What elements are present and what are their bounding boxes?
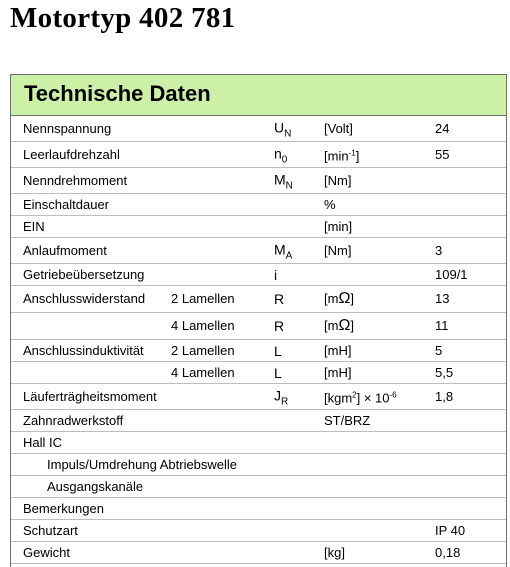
technical-data-table xyxy=(10,74,507,567)
row-label: Einschaltdauer xyxy=(23,196,109,212)
unit-text: [min xyxy=(324,148,349,164)
row-value: 5 xyxy=(435,342,443,358)
table-row xyxy=(11,384,506,410)
table-row xyxy=(11,520,506,542)
row-unit xyxy=(324,291,354,307)
symbol-main: M xyxy=(274,241,286,257)
row-label: Schutzart xyxy=(23,522,78,538)
row-symbol xyxy=(274,145,287,164)
table-row xyxy=(11,432,506,454)
row-value: IP 40 xyxy=(435,522,466,538)
table-row xyxy=(11,476,506,498)
row-unit: [mH] xyxy=(324,364,352,380)
row-value: 24 xyxy=(435,120,450,136)
symbol-subscript: N xyxy=(285,180,293,191)
symbol-main: U xyxy=(274,119,285,135)
row-sublabel: 2 Lamellen xyxy=(171,291,235,306)
table-row xyxy=(11,454,506,476)
unit-omega: Ω xyxy=(338,317,351,334)
row-unit: [Nm] xyxy=(324,172,352,188)
row-value: 55 xyxy=(435,146,450,162)
row-unit: [Nm] xyxy=(324,242,352,258)
unit-omega: Ω xyxy=(338,290,351,307)
row-symbol xyxy=(274,387,288,406)
symbol-main: J xyxy=(274,387,281,403)
row-label: Getriebeübersetzung xyxy=(23,266,145,282)
table-row xyxy=(11,410,506,432)
row-symbol xyxy=(274,241,292,260)
row-unit xyxy=(324,318,354,334)
row-symbol xyxy=(274,343,282,359)
table-row xyxy=(11,264,506,286)
row-sublabel: 4 Lamellen xyxy=(171,318,235,333)
unit-text: ] xyxy=(350,318,355,333)
row-value: 3 xyxy=(435,242,443,258)
unit-text: ] × 10 xyxy=(356,390,390,406)
row-label: EIN xyxy=(23,218,45,234)
row-symbol xyxy=(274,291,284,307)
symbol-subscript: R xyxy=(281,396,289,407)
row-unit: [Volt] xyxy=(324,120,353,136)
row-unit: % xyxy=(324,196,336,212)
row-sublabel: 4 Lamellen xyxy=(171,364,235,380)
symbol-main: i xyxy=(274,266,278,283)
symbol-subscript: A xyxy=(285,250,293,261)
unit-superscript: 2 xyxy=(352,389,357,399)
row-value: 0,18 xyxy=(435,544,461,560)
unit-text: ] xyxy=(350,291,355,306)
table-row xyxy=(11,362,506,384)
symbol-main: M xyxy=(274,171,286,187)
row-value: 109/1 xyxy=(435,266,468,282)
unit-superscript: -1 xyxy=(348,147,356,157)
row-label: Nenndrehmoment xyxy=(23,172,128,188)
page-title: Motortyp 402 781 xyxy=(10,2,236,34)
table-row xyxy=(11,168,506,194)
symbol-subscript: N xyxy=(284,128,292,139)
table-row xyxy=(11,194,506,216)
row-value: 13 xyxy=(435,291,450,306)
unit-text: [kgm xyxy=(324,390,353,406)
row-symbol xyxy=(274,119,291,138)
table-row xyxy=(11,238,506,264)
unit-text: [m xyxy=(324,318,339,333)
row-label: Zahnradwerkstoff xyxy=(23,412,124,428)
unit-text: [m xyxy=(324,291,339,306)
symbol-main: L xyxy=(274,342,282,359)
symbol-main: R xyxy=(274,291,285,307)
row-label: Nennspannung xyxy=(23,120,112,136)
row-symbol xyxy=(274,171,293,190)
row-label: Anschlussinduktivität xyxy=(23,342,144,358)
symbol-main: n xyxy=(274,145,282,161)
symbol-main: R xyxy=(274,318,285,334)
row-value: 11 xyxy=(435,318,449,333)
row-label: Bemerkungen xyxy=(23,500,104,516)
row-sublabel: 2 Lamellen xyxy=(171,342,235,358)
row-label: Leerlaufdrehzahl xyxy=(23,146,120,162)
row-label: Anschlusswiderstand xyxy=(23,291,146,306)
symbol-main: L xyxy=(274,364,282,381)
table-row xyxy=(11,142,506,168)
table-header xyxy=(11,75,506,116)
row-label: Impuls/Umdrehung Abtriebswelle xyxy=(47,456,238,472)
table-row xyxy=(11,542,506,564)
row-symbol xyxy=(274,267,277,283)
row-unit: ST/BRZ xyxy=(324,412,371,428)
row-label: Anlaufmoment xyxy=(23,242,107,258)
row-unit xyxy=(324,387,397,406)
table-row xyxy=(11,116,506,142)
row-value: 1,8 xyxy=(435,388,454,404)
row-label: Ausgangskanäle xyxy=(47,478,144,494)
row-unit: [mH] xyxy=(324,342,352,358)
table-row xyxy=(11,313,506,340)
symbol-subscript: 0 xyxy=(281,154,288,165)
unit-text: ] xyxy=(355,148,360,164)
row-label: Läuferträgheitsmoment xyxy=(23,388,157,404)
table-row xyxy=(11,286,506,313)
row-label: Gewicht xyxy=(23,544,70,560)
row-symbol xyxy=(274,365,282,381)
table-header-title: Technische Daten xyxy=(24,81,211,106)
row-unit xyxy=(324,145,359,164)
row-value: 5,5 xyxy=(435,364,454,380)
row-label: Hall IC xyxy=(23,434,63,450)
row-unit: [kg] xyxy=(324,544,345,560)
table-row xyxy=(11,340,506,362)
row-symbol xyxy=(274,318,284,334)
table-row xyxy=(11,216,506,238)
row-unit: [min] xyxy=(324,218,353,234)
table-row xyxy=(11,498,506,520)
unit-superscript: -6 xyxy=(389,389,397,399)
